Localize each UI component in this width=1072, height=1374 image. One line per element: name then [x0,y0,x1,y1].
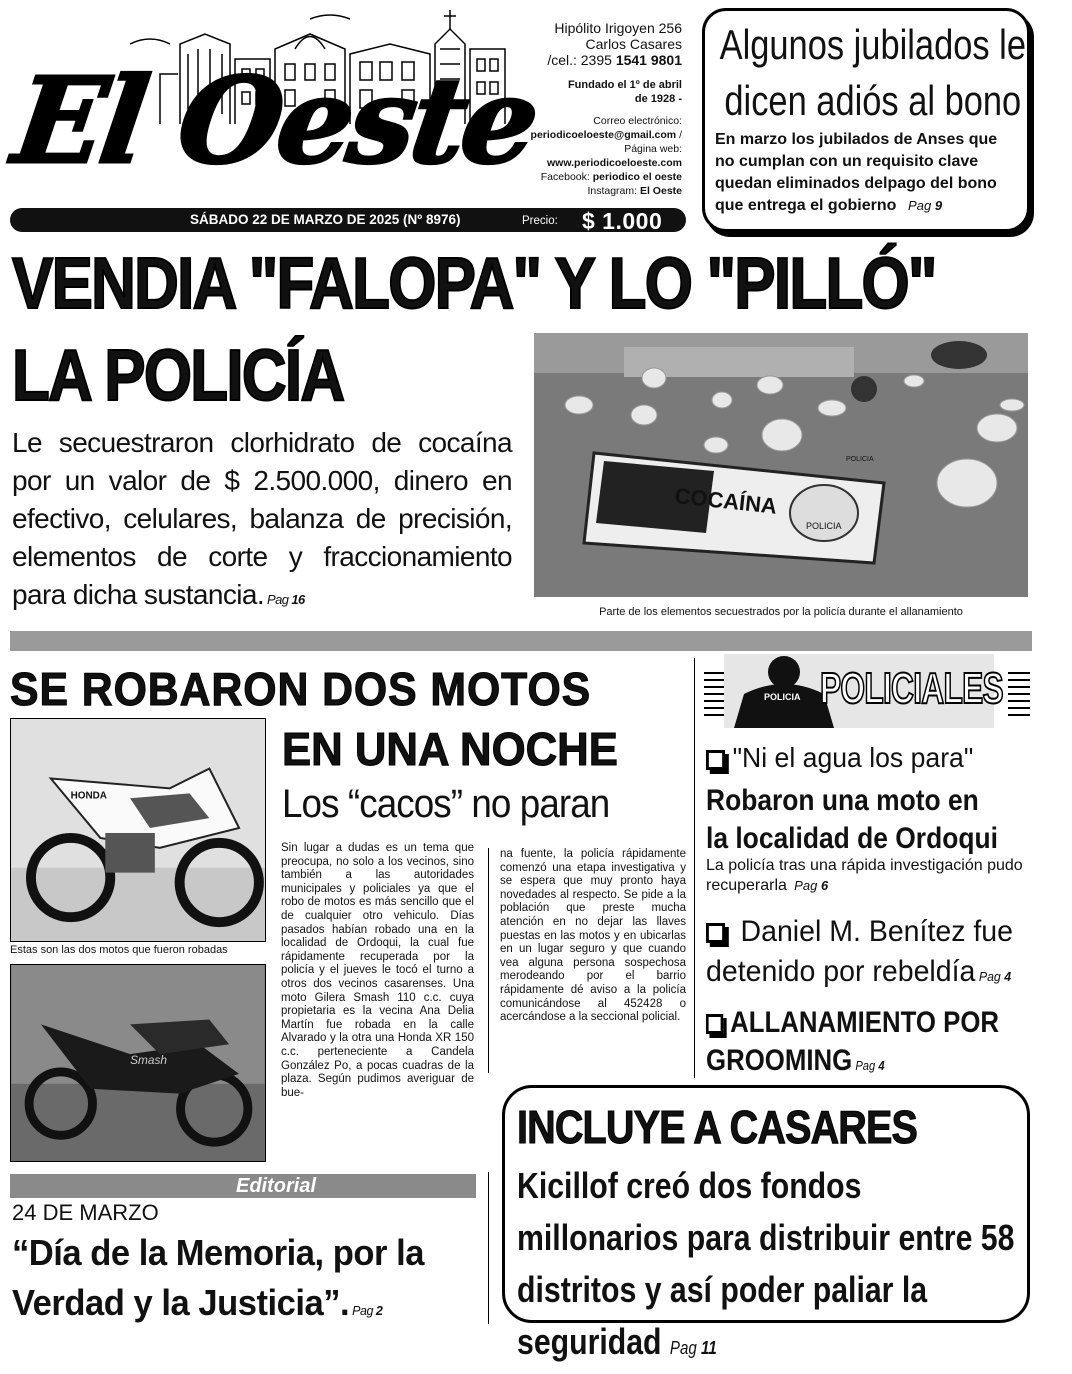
price-value: $ 1.000 [582,208,663,234]
section-divider-bar [10,631,1032,651]
bullet-icon [706,1014,723,1034]
editorial-title[interactable]: “Día de la Memoria, por la Verdad y la Justicia”. Pag 2 [12,1232,424,1323]
motos-headline-line2: EN UNA NOCHE [282,723,618,775]
policiales-item-1-kicker: "Ni el agua los para" [706,742,973,774]
page-ref: Pag 11 [669,1338,717,1358]
facebook-link[interactable]: periodico el oeste [592,171,682,183]
banner-stripes [704,672,726,718]
motos-subhead: Los “cacos” no paran [282,782,610,826]
email-link[interactable]: periodicoeloeste@gmail.com [530,129,677,141]
price-label: Precio: [522,215,558,227]
issue-date: SÁBADO 22 DE MARZO DE 2025 (Nº 8976) [190,212,461,227]
jubilados-summary: En marzo los jubilados de Anses que no cumplan con un requisito clave quedan eliminados delpago del bono que entrega el gobierno Pag 9 [715,131,998,214]
policiales-item-2[interactable]: Daniel M. Benítez fue detenido por rebeldía Pag 4 [706,915,1014,988]
lead-headline-line2: LA POLICÍA [12,336,344,416]
lead-photo-caption: Parte de los elementos secuestrados por la policía durante el allanamiento [599,606,963,618]
lead-headline-line1: VENDIA "FALOPA" Y LO "PILLÓ" [12,244,936,324]
page-ref: Pag 6 [794,878,829,893]
police-tag-text: POLICIA [846,456,874,463]
casares-headline: INCLUYE A CASARES [517,1101,918,1153]
bullet-icon [706,750,725,770]
phone-line: /cel.: 2395 1541 9801 [547,52,682,68]
address-block [547,20,682,68]
address-city: Carlos Casares [585,36,682,52]
contact-block: Correo electrónico: periodicoeloeste@gmail.com / Página web: www.periodicoeloeste.com Facebook: periodico el oeste Instagram: El Oeste [530,115,682,197]
policiales-item-1-headline[interactable]: Robaron una moto en la localidad de Ordoqui [706,784,998,855]
founded-note: Fundado el 1º de abril de 1928 - [567,79,682,105]
column-divider [488,848,489,1073]
web-link[interactable]: www.periodicoeloeste.com [547,157,682,169]
casares-summary: Kicillof creó dos fondos millonarios para distribuir entre 58 distritos y así poder paliar la seguridad Pag 11 [517,1165,1015,1362]
vertical-rule [488,1172,489,1324]
editorial-date: 24 DE MARZO [12,1200,159,1225]
vertical-rule [694,658,695,1078]
seized-items-photo [534,333,1028,597]
bullet-icon [706,923,725,943]
motos-headline-line1: SE ROBARON DOS MOTOS [10,663,592,715]
motos-photo-caption: Estas son las dos motos que fueron robadas [10,944,228,956]
page-ref: Pag 16 [267,592,305,607]
jubilados-story-box[interactable] [702,8,1030,232]
masthead-logo: El Oeste [6,51,544,190]
motos-article-column-2: na fuente, la policía rápidamente comenzó una etapa investigativa y se espera que muy pronto haya novedades al respecto. Se pide a la población que preste mucha atención en no dejar las llaves puestas en las motos y en ubicarlas en un lugar seguro y que cuando vea alguna persona sospechosa merodeando por el barrio rápidamente dé aviso a la policía comunicándose al 452428 o acercándose a la seccional policial. [500,848,686,1024]
police-badge-text: POLICIA [806,521,842,531]
instagram-link[interactable]: El Oeste [639,185,682,197]
casares-story-box[interactable] [502,1085,1030,1362]
address-street: Hipólito Irigoyen 256 [554,20,682,36]
page-ref: Pag 2 [352,1303,383,1318]
page-ref: Pag 9 [908,198,943,213]
honda-motorcycle-photo [10,718,266,942]
banner-stripes [1008,672,1030,718]
cocaina-sign-text: COCAÍNA [673,483,779,519]
jubilados-headline: Algunos jubilados le dicen adiós al bono [719,21,1026,124]
smash-brand-text: Smash [130,1052,168,1067]
gilera-motorcycle-photo [10,964,266,1162]
officer-vest-text: POLICIA [764,692,801,702]
policiales-item-1-body: La policía tras una rápida investigación pudo recuperarla Pag 6 [706,857,1023,894]
motos-article-column-1: Sin lugar a dudas es un tema que preocupa, no solo a los vecinos, sino también a las autoridades municipales y policiales ya que el robo de motos es más sencillo que el de cualquier otro vehiculo. Días pasados habían robado una en la localidad de Ordoqui, la cual fue rápidamente recuperada por la policía y el jueves le tocó el turno a otros dos vecinos casarenses. Una moto Gilera Smash 110 c.c. cuya propietaria es la vecina Ana Delia Martín fue robada en la calle Alvarado y la otra una Honda XR 150 c.c. perteneciente a Candela González Po, a pocas cuadras de la plaza. Según pudimos averiguar de bue- [281,842,474,1099]
honda-brand-text: HONDA [70,790,107,802]
page-ref: Pag 4 [855,1058,885,1073]
lead-subhead: Le secuestraron clorhidrato de cocaína por un valor de $ 2.500.000, dinero en efectivo, celulares, balanza de precisión, elementos de corte y fraccionamiento para dicha sustancia. Pag 16 [12,427,512,610]
policiales-section-title: POLICIALES [820,664,1003,713]
editorial-label: Editorial [10,1174,476,1198]
policiales-item-3[interactable]: ALLANAMIENTO POR GROOMING Pag 4 [706,1006,1000,1077]
page-ref: Pag 4 [978,969,1012,984]
date-price-band [10,208,686,232]
